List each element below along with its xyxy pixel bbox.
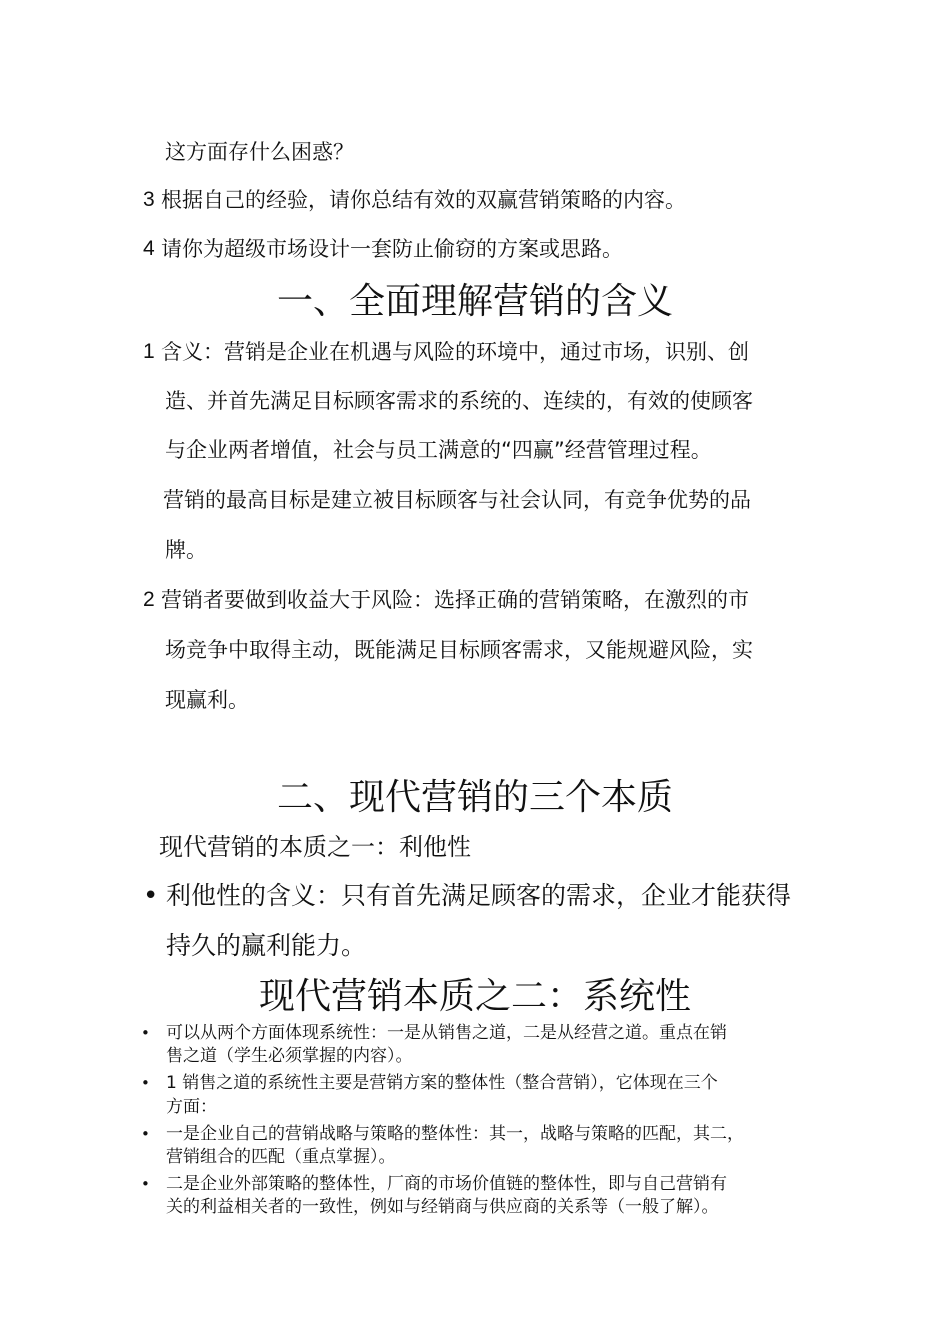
section-2-subheading: 现代营销的本质之一：利他性	[159, 833, 471, 861]
list-item-line: 可以从两个方面体现系统性：一是从销售之道，二是从经营之道。重点在销	[166, 1023, 727, 1043]
paragraph-1-line: 造、并首先满足目标顾客需求的系统的、连续的，有效的使顾客	[165, 389, 753, 413]
list-item-line: 营销组合的匹配（重点掌握）。	[166, 1147, 396, 1167]
question-3-text: 根据自己的经验，请你总结有效的双赢营销策略的内容。	[161, 188, 686, 212]
paragraph-1-number: 1	[143, 340, 155, 363]
question-2-continuation: 这方面存什么困惑？	[165, 140, 354, 164]
paragraph-2-line: 场竞争中取得主动，既能满足目标顾客需求，又能规避风险，实	[165, 638, 753, 662]
bullet-line: 利他性的含义：只有首先满足顾客的需求，企业才能获得	[166, 881, 792, 910]
bullet-icon: •	[141, 1074, 150, 1092]
question-4-text: 请你为超级市场设计一套防止偷窃的方案或思路。	[161, 237, 623, 261]
paragraph-1-line: 营销的最高目标是建立被目标顾客与社会认同，有竞争优势的品	[163, 488, 751, 512]
bullet-icon: •	[143, 881, 159, 911]
paragraph-1-line: 与企业两者增值，社会与员工满意的“四赢”经营管理过程。	[165, 438, 712, 462]
list-item-line: 关的利益相关者的一致性，例如与经销商与供应商的关系等（一般了解）。	[166, 1197, 719, 1217]
paragraph-1-line: 牌。	[165, 538, 207, 562]
section-2-heading: 二、现代营销的三个本质	[276, 777, 673, 818]
list-item-line: 1 销售之道的系统性主要是营销方案的整体性（整合营销），它体现在三个	[166, 1073, 718, 1093]
bullet-icon: •	[141, 1175, 150, 1193]
section-1-heading: 一、全面理解营销的含义	[276, 281, 673, 322]
section-3-heading: 现代营销本质之二：系统性	[258, 976, 691, 1017]
paragraph-2-number: 2	[143, 588, 155, 611]
list-item-line: 方面：	[166, 1097, 217, 1117]
paragraph-1-line: 含义：营销是企业在机遇与风险的环境中，通过市场，识别、创	[161, 340, 749, 364]
bullet-icon: •	[141, 1125, 150, 1143]
paragraph-2-line: 营销者要做到收益大于风险：选择正确的营销策略，在激烈的市	[161, 588, 749, 612]
list-item-line: 一是企业自己的营销战略与策略的整体性：其一，战略与策略的匹配，其二，	[166, 1124, 744, 1144]
question-3-number: 3	[143, 188, 155, 211]
list-item-line: 二是企业外部策略的整体性，厂商的市场价值链的整体性，即与自己营销有	[166, 1174, 727, 1194]
paragraph-2-line: 现赢利。	[165, 688, 249, 712]
list-item-line: 售之道（学生必须掌握的内容）。	[166, 1046, 413, 1066]
bullet-icon: •	[141, 1024, 150, 1042]
question-4-number: 4	[143, 237, 155, 260]
bullet-line: 持久的赢利能力。	[166, 931, 367, 960]
